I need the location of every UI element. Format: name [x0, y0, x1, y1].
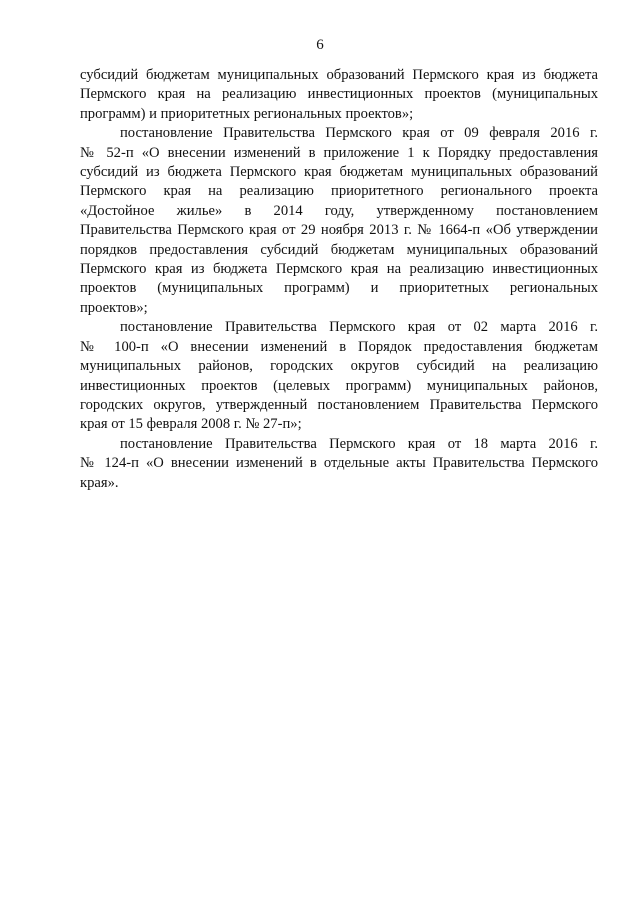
text-line: субсидий из бюджета Пермского края бюджетам муниципальных образований: [80, 164, 598, 181]
paragraph-resolution-100p: [80, 318, 598, 434]
text-line: Пермского края из бюджета Пермского края на реализацию инвестиционных: [80, 261, 598, 278]
text-line: субсидий бюджетам муниципальных образований Пермского края из бюджета: [80, 67, 598, 83]
document-body: [80, 66, 598, 493]
text-line: программ) и приоритетных региональных проектов»;: [80, 105, 414, 122]
text-line: «Достойное жилье» в 2014 году, утвержденному постановлением: [80, 202, 598, 219]
text-line: Пермского края на реализацию инвестиционных проектов (муниципальных: [80, 86, 598, 103]
text-line: Правительства Пермского края от 29 ноября 2013 г. № 1664-п «Об утверждении: [80, 222, 598, 239]
paragraph-continuation: [80, 66, 598, 124]
text-line: постановление Правительства Пермского края от 02 марта 2016 г.: [120, 319, 598, 336]
text-line: края».: [80, 474, 119, 491]
text-line: городских округов, утвержденный постановлением Правительства Пермского: [80, 396, 598, 413]
text-line: постановление Правительства Пермского края от 18 марта 2016 г.: [120, 435, 598, 452]
text-line: постановление Правительства Пермского края от 09 февраля 2016 г.: [120, 125, 598, 142]
text-line: муниципальных районов, городских округов субсидий на реализацию: [80, 358, 598, 375]
text-line: проектов»;: [80, 299, 148, 316]
text-line: № 52-п «О внесении изменений в приложение 1 к Порядку предоставления: [80, 144, 598, 161]
text-line: Пермского края на реализацию приоритетного регионального проекта: [80, 183, 598, 200]
paragraph-resolution-52p: [80, 124, 598, 318]
text-line: порядков предоставления субсидий бюджетам муниципальных образований: [80, 241, 598, 258]
text-line: проектов (муниципальных программ) и приоритетных региональных: [80, 280, 598, 297]
text-line: инвестиционных проектов (целевых программ) муниципальных районов,: [80, 377, 598, 394]
page-number: 6: [316, 37, 324, 53]
text-line: края от 15 февраля 2008 г. № 27-п»;: [80, 416, 302, 433]
text-line: № 100-п «О внесении изменений в Порядок предоставления бюджетам: [80, 338, 598, 355]
text-line: № 124-п «О внесении изменений в отдельные акты Правительства Пермского: [80, 455, 598, 472]
paragraph-resolution-124p: [80, 435, 598, 493]
